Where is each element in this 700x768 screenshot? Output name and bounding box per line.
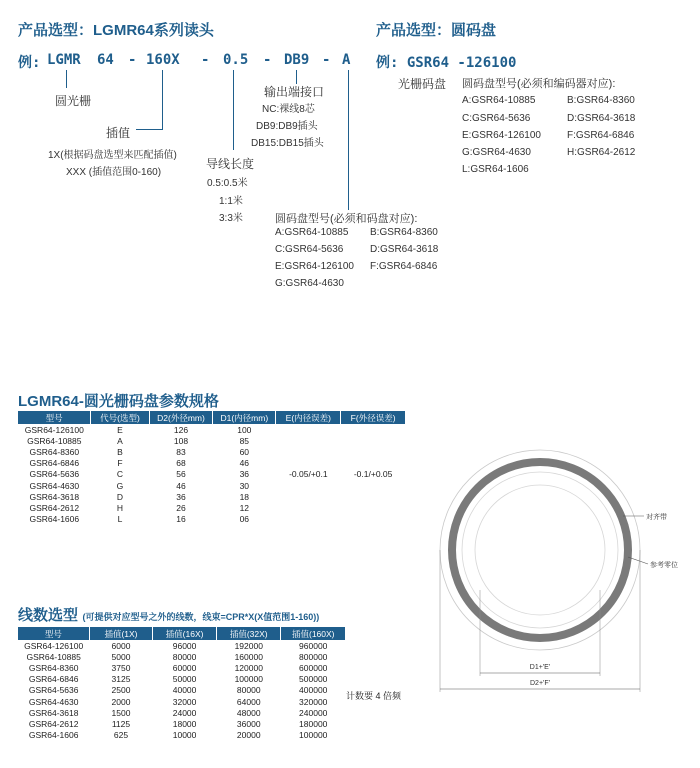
column-header: F(外径误差)	[341, 411, 406, 424]
table-cell: 18000	[172, 718, 197, 729]
line-table-note: (可提供对应型号之外的线数，线束=CPR*X(X值范围1-160))	[82, 612, 320, 622]
disc-option: G:GSR64-4630	[462, 147, 531, 158]
column-header: E(内径误差)	[276, 411, 341, 424]
example-prefix: 例:	[18, 55, 41, 71]
code-cable: 0.5	[223, 52, 249, 68]
inner-edge	[475, 485, 605, 615]
disc-selection-title: 产品选型：圆码盘	[376, 22, 497, 39]
disc-option: D:GSR64-3618	[370, 244, 439, 255]
disc-model-label: 圆码盘型号(必须和编码器对应):	[462, 78, 616, 90]
table-row	[18, 424, 406, 435]
disc-example-code: 例: GSR64 -126100	[376, 55, 517, 71]
leader-line	[66, 70, 67, 88]
table-cell: G	[116, 480, 124, 491]
disc-option: A:GSR64-10885	[462, 95, 536, 106]
cable-option: 0.5:0.5米	[207, 178, 248, 189]
table-cell: GSR64-10885	[26, 651, 81, 662]
table-cell: 3125	[111, 674, 131, 685]
table-cell: 100	[237, 424, 252, 435]
table-cell: 36	[239, 469, 250, 480]
cable-option: 3:3米	[219, 213, 243, 224]
table-cell: 800000	[299, 651, 328, 662]
table-cell: A	[117, 435, 123, 446]
table-cell: 48000	[236, 707, 261, 718]
disc-option: E:GSR64-126100	[275, 261, 354, 272]
table-cell: 50000	[172, 674, 197, 685]
table-cell: 5000	[111, 651, 131, 662]
table-cell: 96000	[172, 640, 197, 651]
disc-option: B:GSR64-8360	[567, 95, 635, 106]
table-cell: GSR64-8360	[29, 446, 80, 457]
code-dash: -	[128, 52, 137, 68]
table-cell: GSR64-10885	[27, 435, 82, 446]
table-cell: 18	[239, 491, 250, 502]
disc-option: B:GSR64-8360	[370, 227, 438, 238]
table-cell: 40000	[172, 685, 197, 696]
table-cell: 100000	[299, 730, 328, 741]
table-cell: 192000	[234, 640, 263, 651]
interp-desc: 1X(根据码盘选型来匹配插值)	[48, 150, 177, 161]
table-cell: GSR64-4630	[29, 480, 80, 491]
table-cell: GSR64-8360	[28, 662, 79, 673]
table-cell: 64000	[236, 696, 261, 707]
cable-option: 1:1米	[219, 196, 243, 207]
disc-option: C:GSR64-5636	[462, 113, 531, 124]
table-cell: GSR64-5636	[28, 685, 79, 696]
spec-table-title: LGMR64-圆光栅码盘参数规格	[18, 393, 219, 410]
table-cell: 1500	[111, 707, 131, 718]
leader-line	[136, 129, 162, 130]
table-cell: 960000	[299, 640, 328, 651]
table-cell: 2000	[111, 696, 131, 707]
table-cell: E	[117, 424, 123, 435]
table-cell: 400000	[299, 685, 328, 696]
connector-option: NC:裸线8芯	[262, 104, 315, 115]
leader-line	[296, 70, 297, 84]
table-cell: 500000	[299, 674, 328, 685]
table-cell: GSR64-6846	[29, 458, 80, 469]
interp-label: 插值	[106, 126, 131, 140]
table-row	[18, 707, 346, 718]
disc-option: A:GSR64-10885	[275, 227, 349, 238]
table-row	[18, 662, 346, 673]
table-header-row	[18, 411, 406, 424]
grating-track	[452, 462, 628, 638]
table-cell: GSR64-126100	[24, 424, 84, 435]
column-header: 型号	[18, 411, 91, 424]
table-cell: 108	[173, 435, 189, 446]
code-interp: 160X	[146, 52, 180, 68]
connector-option: DB9:DB9插头	[256, 121, 318, 132]
table-cell: 46	[239, 458, 250, 469]
table-cell: 36	[176, 491, 186, 502]
disc-option: C:GSR64-5636	[275, 244, 344, 255]
column-header: D2(外径mm)	[149, 411, 212, 424]
table-cell: GSR64-4630	[28, 696, 79, 707]
align-band-label: 对齐带	[646, 514, 667, 521]
disc-option: E:GSR64-126100	[462, 130, 541, 141]
table-cell: 32000	[172, 696, 197, 707]
column-header: 插值(16X)	[153, 627, 217, 640]
table-cell: 36000	[236, 718, 261, 729]
code-dash: -	[263, 52, 272, 68]
table-cell: L	[117, 514, 123, 525]
column-header: 代号(选型)	[91, 411, 150, 424]
table-row	[18, 696, 346, 707]
table-cell: 83	[176, 446, 186, 457]
table-cell: GSR64-1606	[29, 514, 80, 525]
table-cell: GSR64-2612	[29, 502, 80, 513]
disc-option: G:GSR64-4630	[275, 278, 344, 289]
leader-line	[162, 70, 163, 130]
table-row	[18, 674, 346, 685]
disc-model-label: 圆码盘型号(必须和码盘对应):	[275, 213, 418, 225]
table-cell: 16	[176, 514, 186, 525]
column-header: 型号	[18, 627, 89, 640]
connector-label: 输出端接口	[264, 85, 325, 99]
table-cell: 180000	[299, 718, 328, 729]
table-cell: 2500	[111, 685, 131, 696]
column-header: D1(内径mm)	[213, 411, 276, 424]
code-connector: DB9	[284, 52, 310, 68]
leader-line	[348, 70, 349, 210]
table-cell: 240000	[299, 707, 328, 718]
disc-option: D:GSR64-3618	[567, 113, 636, 124]
line-count-table	[18, 627, 346, 741]
table-cell: 68	[176, 458, 186, 469]
table-cell: 320000	[299, 696, 328, 707]
table-cell: 120000	[234, 662, 263, 673]
connector-option: DB15:DB15插头	[251, 138, 324, 149]
table-cell: 60000	[172, 662, 197, 673]
table-cell: GSR64-6846	[28, 674, 79, 685]
ref-zero-label: 参考零位	[650, 562, 678, 569]
table-cell: 20000	[236, 730, 261, 741]
table-cell: GSR64-3618	[28, 707, 79, 718]
table-cell: GSR64-126100	[24, 640, 84, 651]
table-cell: GSR64-5636	[29, 469, 80, 480]
interp-range: XXX (插值范围0-160)	[66, 167, 162, 178]
table-cell: D	[116, 491, 124, 502]
disc-option: H:GSR64-2612	[567, 147, 636, 158]
table-cell: 1125	[111, 718, 131, 729]
table-cell: 126	[173, 424, 189, 435]
table-cell: 80000	[172, 651, 197, 662]
table-cell: C	[116, 469, 124, 480]
quadrature-note: 计数要 4 倍频	[346, 691, 402, 701]
table-cell: 30	[239, 480, 250, 491]
column-header: 插值(1X)	[89, 627, 152, 640]
table-cell: F	[117, 458, 123, 469]
table-cell: B	[117, 446, 123, 457]
table-cell: 100000	[234, 674, 263, 685]
outer-edge	[440, 450, 640, 650]
table-cell: H	[116, 502, 124, 513]
table-cell: 46	[176, 480, 186, 491]
d1-label: D1+'E'	[529, 664, 551, 671]
leader-line	[233, 70, 234, 150]
table-cell: 160000	[234, 651, 263, 662]
code-dash: -	[201, 52, 210, 68]
table-row	[18, 685, 346, 696]
table-cell: 10000	[172, 730, 197, 741]
code-series: LGMR	[47, 52, 81, 68]
disc-option: F:GSR64-6846	[567, 130, 635, 141]
disc-option: L:GSR64-1606	[462, 164, 529, 175]
table-cell: GSR64-2612	[28, 718, 79, 729]
table-cell: 625	[113, 730, 129, 741]
table-cell: GSR64-1606	[28, 730, 79, 741]
code-size: 64	[97, 52, 114, 68]
inner-ring	[462, 472, 618, 628]
table-row	[18, 640, 346, 651]
column-header: 插值(32X)	[217, 627, 281, 640]
disc-side-label: 光栅码盘	[398, 77, 447, 91]
table-row	[18, 651, 346, 662]
f-tolerance-cell: -0.1/+0.05	[353, 469, 393, 480]
table-cell: 6000	[111, 640, 131, 651]
cable-label: 导线长度	[206, 157, 255, 171]
line-table-heading	[18, 604, 319, 625]
spec-table	[18, 411, 406, 525]
table-cell: 60	[239, 446, 250, 457]
e-tolerance-cell: -0.05/+0.1	[289, 469, 328, 480]
table-row	[18, 718, 346, 729]
table-cell: 24000	[172, 707, 197, 718]
table-cell: 56	[176, 469, 186, 480]
line-table-title: 线数选型	[18, 607, 79, 624]
table-cell: 600000	[299, 662, 328, 673]
table-cell: 80000	[236, 685, 261, 696]
table-row	[18, 730, 346, 741]
table-cell: GSR64-3618	[29, 491, 80, 502]
code-dash: -	[322, 52, 331, 68]
column-header: 插值(160X)	[281, 627, 346, 640]
d2-label: D2+'F'	[530, 680, 550, 687]
table-cell: 12	[239, 502, 250, 513]
grating-label: 圆光栅	[55, 94, 92, 108]
table-header-row	[18, 627, 346, 640]
table-cell: 26	[176, 502, 186, 513]
table-cell: 06	[239, 514, 250, 525]
table-cell: 85	[239, 435, 250, 446]
disc-option: F:GSR64-6846	[370, 261, 438, 272]
disc-diagram	[430, 440, 698, 708]
code-disc: A	[342, 52, 351, 68]
table-cell: 3750	[111, 662, 131, 673]
reader-selection-title: 产品选型：LGMR64系列读头	[18, 22, 214, 39]
